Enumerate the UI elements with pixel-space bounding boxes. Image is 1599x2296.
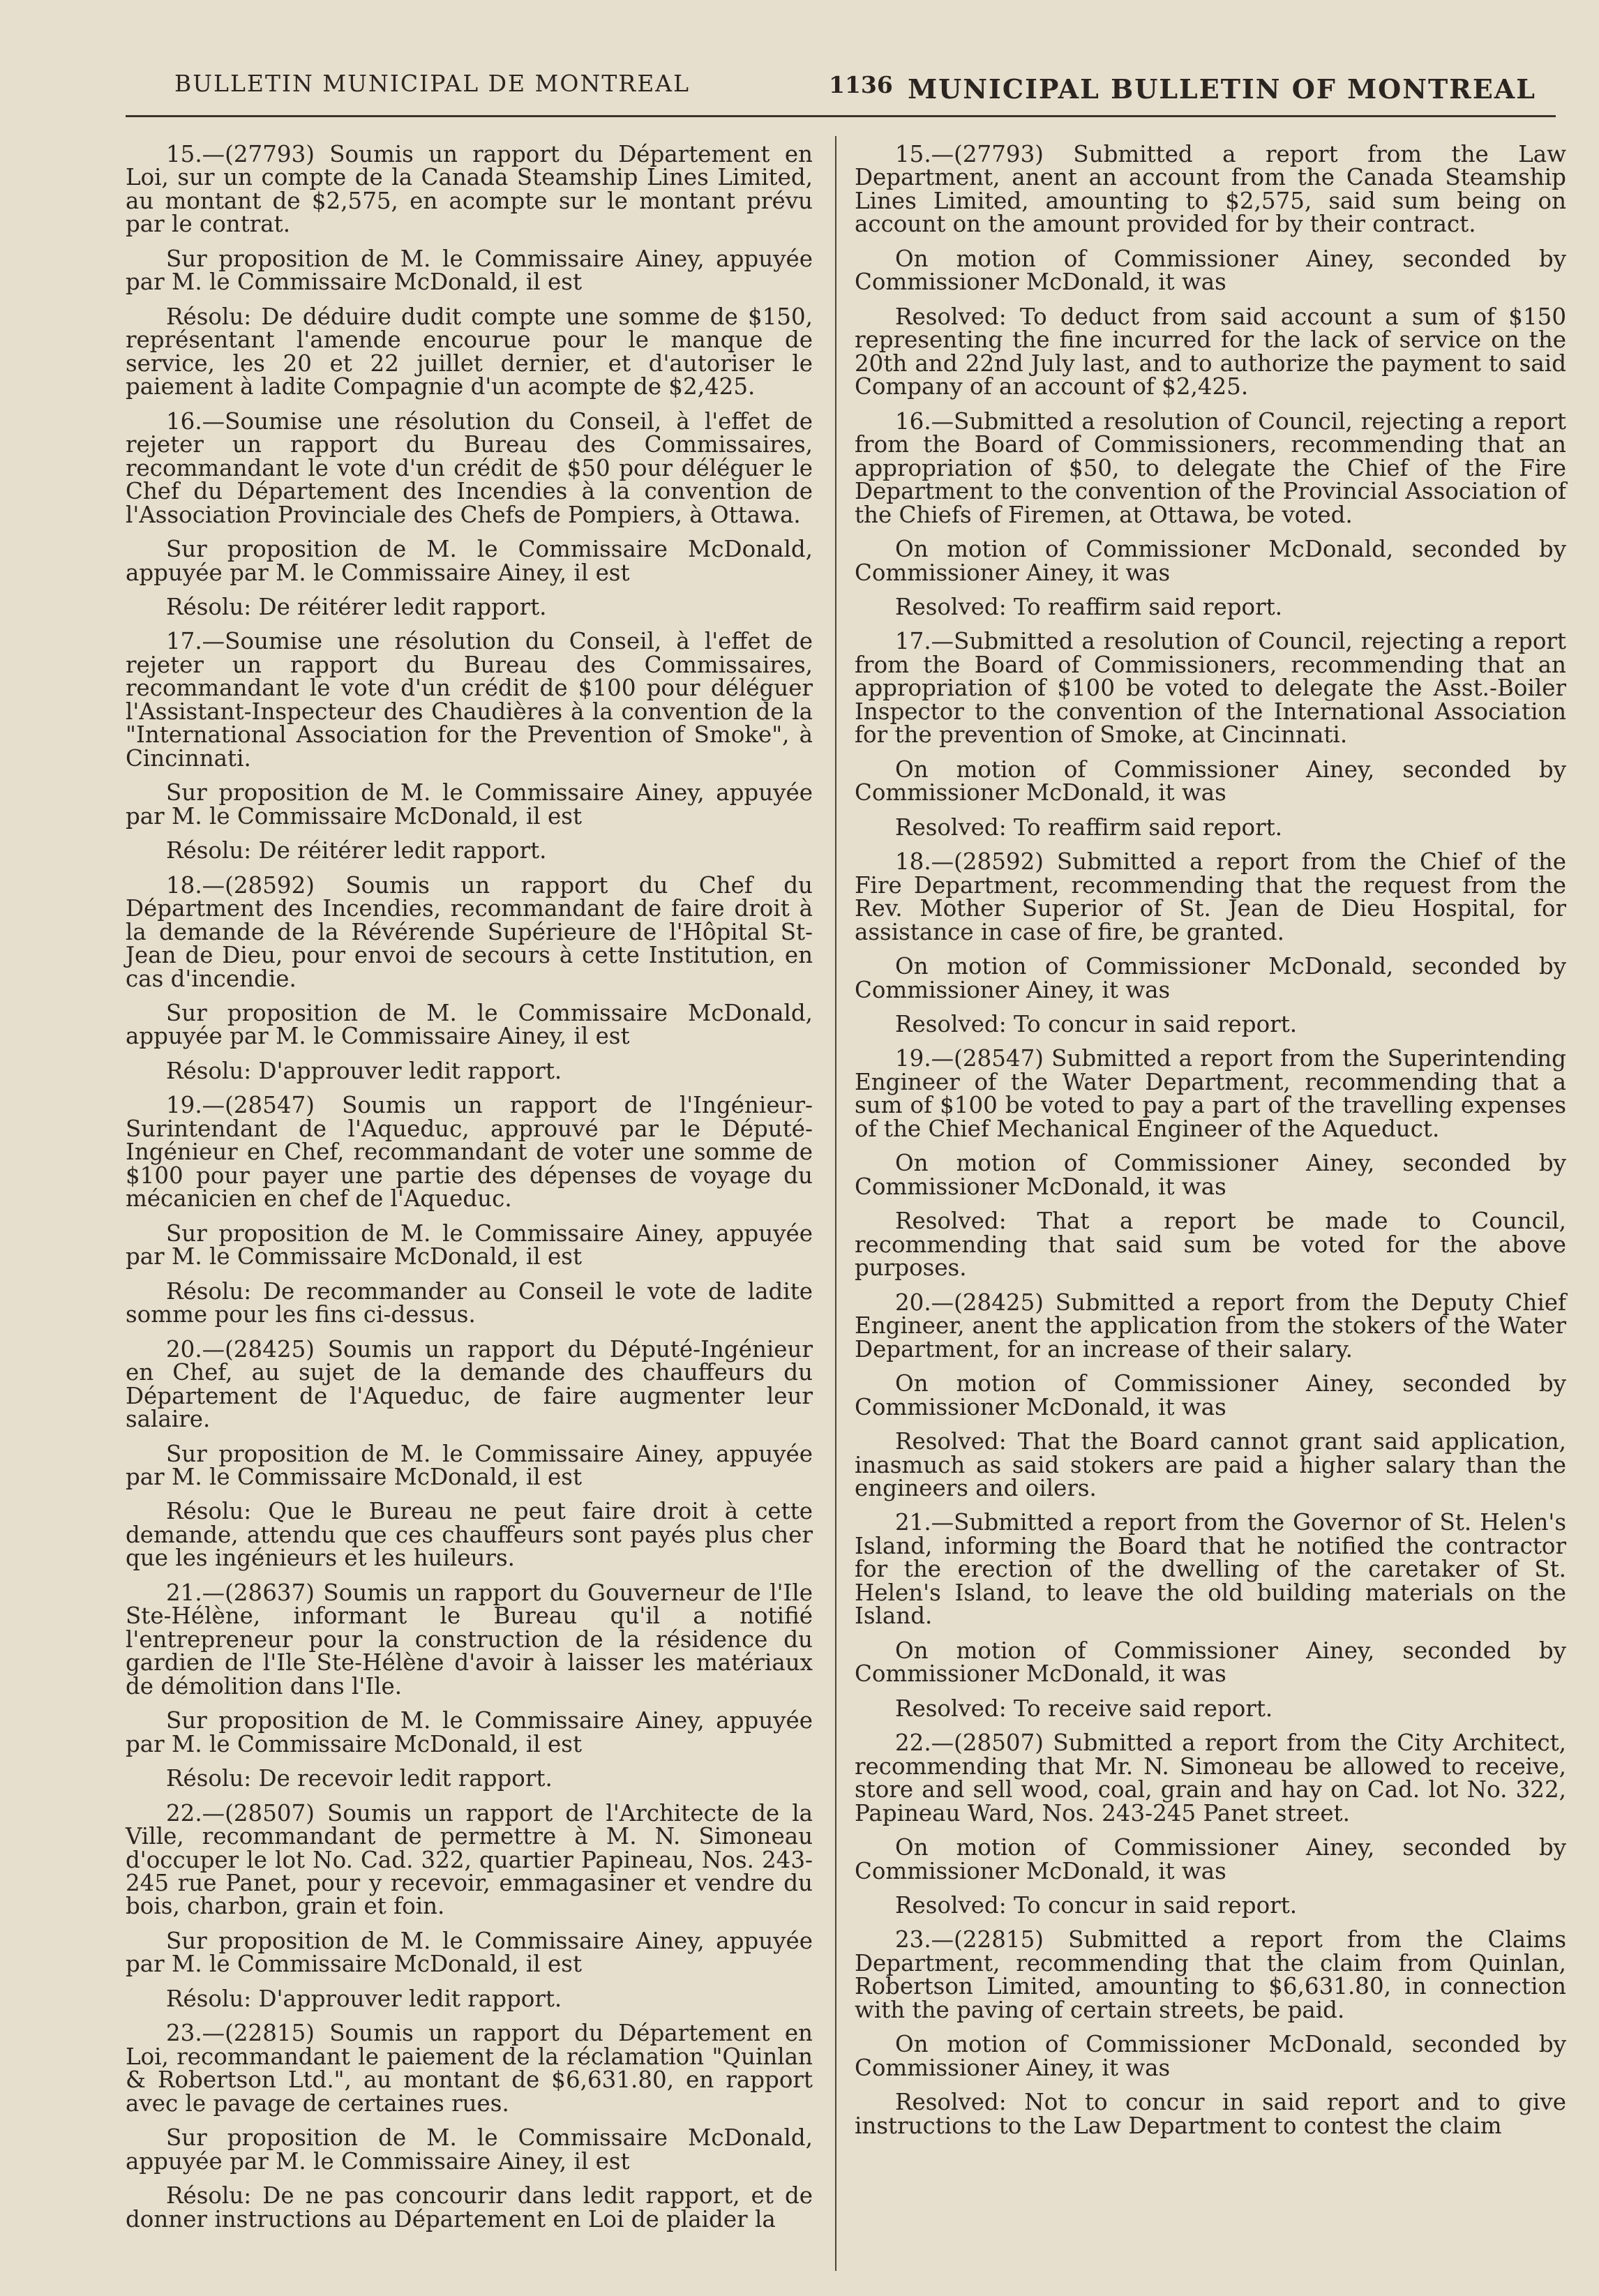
french-paragraph: 22.—(28507) Soumis un rapport de l'Architecte de la Ville, recommandant de permettre à M. N. Simoneau d'occuper le lot No. Cad. 322, quartier Papineau, Nos. 243-245 rue Panet, pour y recevoir, emmagasiner et vendre du bois, charbon, grain et foin. (126, 1799, 813, 1920)
english-paragraph: On motion of Commissioner McDonald, seconded by Commissioner Ainey, it was (855, 2031, 1566, 2081)
header-rule (126, 115, 1556, 117)
english-paragraph: 16.—Submitted a resolution of Council, rejecting a report from the Board of Commissioners, recommending that an appropriation of $50, to delegate the Chief of the Fire Department to the convention of the Provincial Association of the Chiefs of Firemen, at Ottawa, be voted. (855, 407, 1566, 528)
english-paragraph: 23.—(22815) Submitted a report from the Claims Department, recommending that the claim from Quinlan, Robertson Limited, amounting to $6,631.80, in connection with the paving of certain streets, be paid. (855, 1926, 1566, 2023)
english-paragraph: 22.—(28507) Submitted a report from the City Architect, recommending that Mr. N. Simoneau be allowed to receive, store and sell wood, coal, grain and hay on Cad. lot No. 322, Papineau Ward, Nos. 243-245 Panet street. (855, 1729, 1566, 1826)
french-paragraph: Sur proposition de M. le Commissaire Ainey, appuyée par M. le Commissaire McDonald, il est (126, 245, 813, 296)
english-paragraph: Resolved: To concur in said report. (895, 1011, 1298, 1037)
english-paragraph: On motion of Commissioner Ainey, seconded by Commissioner McDonald, it was (855, 1637, 1566, 1688)
french-paragraph: Sur proposition de M. le Commissaire Ainey, appuyée par M. le Commissaire McDonald, il est (126, 1707, 813, 1757)
english-paragraph: Resolved: To concur in said report. (895, 1892, 1298, 1919)
english-paragraph: On motion of Commissioner Ainey, seconded by Commissioner McDonald, it was (855, 1150, 1566, 1200)
english-paragraph: On motion of Commissioner McDonald, seconded by Commissioner Ainey, it was (855, 953, 1566, 1003)
english-paragraph: Resolved: Not to concur in said report and to give instructions to the Law Department to contest the claim (855, 2089, 1566, 2139)
french-paragraph: Sur proposition de M. le Commissaire McDonald, appuyée par M. le Commissaire Ainey, il est (126, 2124, 813, 2175)
french-paragraph: 17.—Soumise une résolution du Conseil, à l'effet de rejeter un rapport du Bureau des Commissaires, recommandant le vote d'un crédit de $100 pour déléguer l'Assistant-Inspecteur des Chaudières à la convention de la "International Association for the Prevention of Smoke", à Cincinnati. (126, 628, 813, 772)
french-paragraph: Résolu: De ne pas concourir dans ledit rapport, et de donner instructions au Département en Loi de plaider la (126, 2182, 813, 2233)
french-paragraph: Résolu: De réitérer ledit rapport. (166, 837, 547, 864)
page-header (0, 70, 1599, 119)
french-paragraph: Résolu: De recevoir ledit rapport. (166, 1765, 553, 1792)
english-column (855, 143, 1566, 2149)
english-paragraph: 18.—(28592) Submitted a report from the Chief of the Fire Department, recommending that the request from the Rev. Mother Superior of St. Jean de Dieu Hospital, for assistance in case of fire, be granted. (855, 848, 1566, 945)
english-paragraph: 17.—Submitted a resolution of Council, rejecting a report from the Board of Commissioners, recommending that an appropriation of $100 be voted to delegate the Asst.-Boiler Inspector to the convention of the International Association for the prevention of Smoke, at Cincinnati. (855, 628, 1566, 749)
header-title-english: MUNICIPAL BULLETIN OF MONTREAL (908, 73, 1536, 105)
english-paragraph: 19.—(28547) Submitted a report from the Superintending Engineer of the Water Department, recommending that a sum of $100 be voted to pay a part of the travelling expenses of the Chief Mechanical Engineer of the Aqueduct. (855, 1045, 1566, 1142)
english-paragraph: Resolved: That a report be made to Council, recommending that said sum be voted for the above purposes. (855, 1208, 1566, 1282)
english-paragraph: Resolved: To reaffirm said report. (895, 593, 1283, 620)
french-paragraph: Résolu: De réitérer ledit rapport. (166, 593, 547, 620)
french-paragraph: Sur proposition de M. le Commissaire McDonald, appuyée par M. le Commissaire Ainey, il est (126, 536, 813, 586)
french-paragraph: Résolu: De recommander au Conseil le vote de ladite somme pour les fins ci-dessus. (126, 1277, 813, 1328)
english-paragraph: On motion of Commissioner Ainey, seconded by Commissioner McDonald, it was (855, 1370, 1566, 1420)
french-paragraph: Sur proposition de M. le Commissaire Ainey, appuyée par M. le Commissaire McDonald, il est (126, 779, 813, 830)
english-paragraph: On motion of Commissioner Ainey, seconded by Commissioner McDonald, it was (855, 756, 1566, 806)
french-paragraph: 21.—(28637) Soumis un rapport du Gouverneur de l'Ile Ste-Hélène, informant le Bureau qu'il a notifié l'entrepreneur pour la construction de la résidence du gardien de l'Ile Ste-Hélène d'avoir à laisser les matériaux de démolition dans l'Ile. (126, 1579, 813, 1700)
french-paragraph: Sur proposition de M. le Commissaire Ainey, appuyée par M. le Commissaire McDonald, il est (126, 1220, 813, 1270)
header-title-french: BULLETIN MUNICIPAL DE MONTREAL (174, 70, 691, 97)
english-paragraph: 20.—(28425) Submitted a report from the Deputy Chief Engineer, anent the application from the stokers of the Water Department, for an increase of their salary. (855, 1289, 1566, 1363)
french-paragraph: 19.—(28547) Soumis un rapport de l'Ingénieur-Surintendant de l'Aqueduc, approuvé par le Député-Ingénieur en Chef, recommandant de voter une somme de $100 pour payer une partie des dépenses de voyage du mécanicien en chef de l'Aqueduc. (126, 1092, 813, 1213)
french-paragraph: 16.—Soumise une résolution du Conseil, à l'effet de rejeter un rapport du Bureau des Commissaires, recommandant le vote d'un crédit de $50 pour déléguer le Chef du Département des Incendies à la convention de l'Association Provinciale des Chefs de Pompiers, à Ottawa. (126, 407, 813, 528)
english-paragraph: On motion of Commissioner Ainey, seconded by Commissioner McDonald, it was (855, 1834, 1566, 1884)
french-paragraph: Sur proposition de M. le Commissaire Ainey, appuyée par M. le Commissaire McDonald, il est (126, 1440, 813, 1490)
french-paragraph: Résolu: D'approuver ledit rapport. (166, 1057, 562, 1084)
english-paragraph: On motion of Commissioner McDonald, seconded by Commissioner Ainey, it was (855, 536, 1566, 586)
french-column (126, 143, 813, 2242)
english-paragraph: Resolved: To reaffirm said report. (895, 813, 1283, 841)
english-paragraph: Resolved: That the Board cannot grant said application, inasmuch as said stokers are paid a higher salary than the engineers and oilers. (855, 1428, 1566, 1501)
french-paragraph: 18.—(28592) Soumis un rapport du Chef du Départment des Incendies, recommandant de faire droit à la demande de la Révérende Supérieure de l'Hôpital St-Jean de Dieu, pour envoi de secours à cette Institution, en cas d'incendie. (126, 871, 813, 992)
french-paragraph: Résolu: Que le Bureau ne peut faire droit à cette demande, attendu que ces chauffeurs sont payés plus cher que les ingénieurs et les huileurs. (126, 1498, 813, 1572)
english-paragraph: 15.—(27793) Submitted a report from the Law Department, anent an account from the Canada Steamship Lines Limited, amounting to $2,575, said sum being on account on the amount provided for by their contract. (855, 141, 1566, 238)
english-paragraph: 21.—Submitted a report from the Governor of St. Helen's Island, informing the Board that he notified the contractor for the erection of the dwelling of the caretaker of St. Helen's Island, to leave the old building materials on the Island. (855, 1509, 1566, 1630)
french-paragraph: Sur proposition de M. le Commissaire McDonald, appuyée par M. le Commissaire Ainey, il est (126, 1000, 813, 1050)
french-paragraph: 20.—(28425) Soumis un rapport du Député-Ingénieur en Chef, au sujet de la demande des chauffeurs du Département de l'Aqueduc, de faire augmenter leur salaire. (126, 1335, 813, 1433)
column-divider (835, 136, 836, 2271)
french-paragraph: Résolu: De déduire dudit compte une somme de $150, représentant l'amende encourue pour le manque de service, les 20 et 22 juillet dernier, et d'autoriser le paiement à ladite Compagnie d'un acompte de $2,425. (126, 303, 813, 400)
french-paragraph: Résolu: D'approuver ledit rapport. (166, 1985, 562, 2012)
french-paragraph: 23.—(22815) Soumis un rapport du Département en Loi, recommandant le paiement de la réclamation "Quinlan & Robertson Ltd.", au montant de $6,631.80, en rapport avec le pavage de certaines rues. (126, 2020, 813, 2117)
english-paragraph: Resolved: To deduct from said account a sum of $150 representing the fine incurred for the lack of service on the 20th and 22nd July last, and to authorize the payment to said Company of an account of $2,425. (855, 303, 1566, 400)
english-paragraph: Resolved: To receive said report. (895, 1695, 1273, 1722)
page-number: 1136 (829, 71, 893, 98)
english-paragraph: On motion of Commissioner Ainey, seconded by Commissioner McDonald, it was (855, 245, 1566, 296)
french-paragraph: 15.—(27793) Soumis un rapport du Département en Loi, sur un compte de la Canada Steamship Lines Limited, au montant de $2,575, en acompte sur le montant prévu par le contrat. (126, 141, 813, 238)
french-paragraph: Sur proposition de M. le Commissaire Ainey, appuyée par M. le Commissaire McDonald, il est (126, 1927, 813, 1978)
